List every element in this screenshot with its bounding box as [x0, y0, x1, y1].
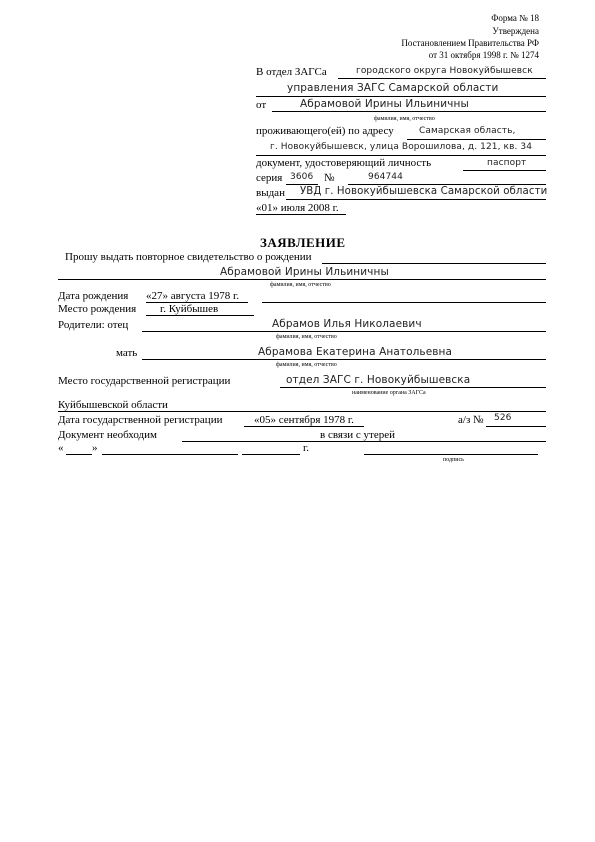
number-value: 964744	[368, 172, 403, 182]
record-value: 526	[494, 413, 512, 423]
mother-name: Абрамова Екатерина Анатольевна	[258, 346, 453, 358]
reg-place-value-2: Куйбышевской области	[58, 399, 168, 411]
issued-label: выдан	[256, 187, 285, 199]
issued-date-line	[256, 214, 346, 215]
mother-label: мать	[116, 347, 138, 359]
father-hint: фамилия, имя, отчество	[276, 334, 337, 340]
reg-place-line-2	[58, 411, 546, 412]
person-hint: фамилия, имя, отчество	[270, 282, 331, 288]
issued-date: «01» июля 2008 г.	[256, 202, 339, 214]
registry-office-label: В отдел ЗАГСа	[256, 66, 327, 78]
applicant-name: Абрамовой Ирины Ильиничны	[300, 98, 469, 110]
reg-place-value: отдел ЗАГС г. Новокуйбышевска	[286, 374, 471, 386]
approved-label: Утверждена	[492, 26, 539, 36]
reg-date-value: «05» сентября 1978 г.	[254, 414, 354, 426]
registry-office-line-2	[256, 96, 546, 97]
form-number: Форма № 18	[491, 13, 539, 23]
number-line	[348, 184, 546, 185]
date-close-quote: »	[92, 442, 98, 454]
registry-office-value: городского округа Новокуйбышевск	[356, 66, 533, 76]
father-line	[142, 331, 546, 332]
request-text: Прошу выдать повторное свидетельство о рождении	[65, 251, 312, 263]
applicant-line	[272, 111, 546, 112]
birth-date-line-rest	[262, 302, 546, 303]
birth-date-value: «27» августа 1978 г.	[146, 290, 240, 302]
signature-line	[364, 454, 538, 455]
mother-line	[142, 359, 546, 360]
signature-hint: подпись	[443, 457, 464, 463]
residence-line-2	[256, 155, 546, 156]
parents-label: Родители: отец	[58, 319, 129, 331]
id-doc-value: паспорт	[487, 158, 527, 168]
date-year-line	[242, 454, 300, 455]
residence-line	[407, 139, 546, 140]
from-label: от	[256, 99, 267, 111]
registry-office-line	[338, 78, 546, 79]
mother-hint: фамилия, имя, отчество	[276, 362, 337, 368]
person-line	[58, 279, 546, 280]
series-line	[286, 184, 318, 185]
person-name: Абрамовой Ирины Ильиничны	[220, 266, 389, 278]
page-title: ЗАЯВЛЕНИЕ	[260, 235, 346, 250]
birth-place-value: г. Куйбышев	[160, 303, 219, 315]
date-day-line	[66, 454, 92, 455]
applicant-hint: фамилия, имя, отчество	[374, 116, 435, 122]
father-name: Абрамов Илья Николаевич	[272, 318, 422, 330]
doc-needed-value: в связи с утерей	[320, 429, 396, 441]
id-doc-label: документ, удостоверяющий личность	[256, 157, 432, 169]
series-value: 3606	[290, 172, 314, 182]
date-open-quote: «	[58, 442, 64, 454]
number-label: №	[324, 172, 335, 184]
residence-value-2: г. Новокуйбышевск, улица Ворошилова, д. 121, кв. 34	[270, 142, 533, 152]
id-doc-line	[463, 170, 546, 171]
decree-date: от 31 октября 1998 г. № 1274	[428, 50, 539, 60]
decree-label: Постановлением Правительства РФ	[401, 38, 539, 48]
date-year-suffix: г.	[303, 442, 310, 454]
birth-date-label: Дата рождения	[58, 290, 129, 302]
doc-needed-line	[182, 441, 546, 442]
residence-value: Самарская область,	[419, 126, 516, 136]
birth-place-label: Место рождения	[58, 303, 137, 315]
series-label: серия	[256, 172, 283, 184]
doc-needed-label: Документ необходим	[58, 429, 157, 441]
birth-place-line	[146, 315, 254, 316]
registry-office-value-2: управления ЗАГС Самарской области	[287, 82, 499, 94]
reg-place-hint: наименование органа ЗАГСа	[352, 390, 426, 396]
issued-value: УВД г. Новокуйбышевска Самарской области	[300, 186, 548, 197]
reg-place-line	[280, 387, 546, 388]
request-line	[322, 263, 546, 264]
record-label: а/з №	[458, 414, 484, 426]
date-month-line	[102, 454, 238, 455]
residence-label: проживающего(ей) по адресу	[256, 125, 394, 137]
issued-line	[286, 199, 546, 200]
reg-date-line	[244, 426, 364, 427]
reg-place-label: Место государственной регистрации	[58, 375, 231, 387]
reg-date-label: Дата государственной регистрации	[58, 414, 223, 426]
record-line	[486, 426, 546, 427]
